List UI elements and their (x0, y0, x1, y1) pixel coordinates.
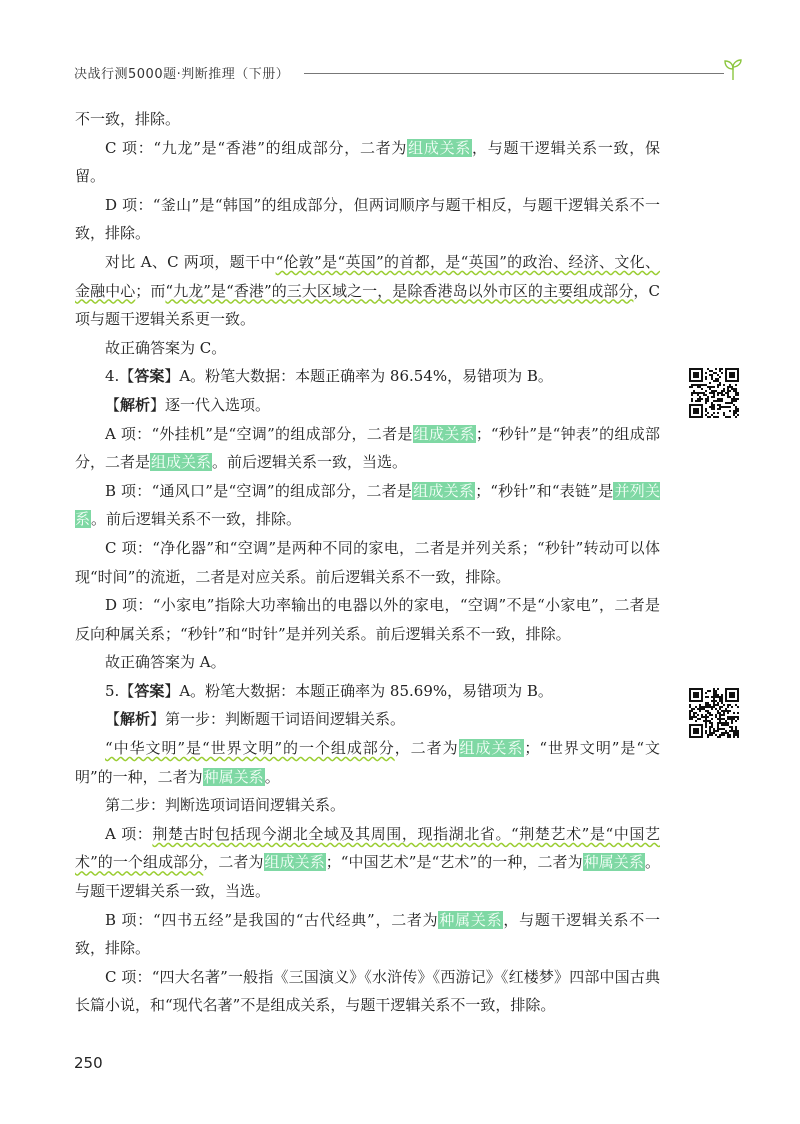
page-number: 250 (74, 1054, 103, 1072)
paragraph (75, 963, 660, 1020)
text-run: 。前后逻辑关系不一致，排除。 (91, 510, 302, 529)
paragraph (75, 134, 660, 191)
text-run: ；“中国艺术”是“艺术”的一种，二者为 (325, 853, 583, 872)
highlighted-term: 并列关系 (75, 481, 660, 529)
leaf-sprout-icon (722, 58, 744, 82)
text-run: 【 (105, 710, 121, 729)
paragraph (75, 791, 660, 820)
wavy-underlined-text: “伦敦”是“英国”的首都，是“英国”的政治、经济、文化、金融中心 (75, 252, 660, 300)
paragraph (75, 477, 660, 534)
text-run: C 项：“四大名著”一般指《三国演义》《水浒传》《西游记》《红楼梦》四部中国古典长篇小说，和“现代名著”不是组成关系，与题干逻辑关系不一致，排除。 (75, 967, 660, 1015)
highlighted-term: 种属关系 (583, 853, 644, 872)
paragraph (75, 591, 660, 648)
highlighted-term: 组成关系 (151, 453, 212, 472)
text-run: B 项：“通风口”是“空调”的组成部分，二者是 (105, 481, 413, 500)
text-run: D 项：“釜山”是“韩国”的组成部分，但两词顺序与题干相反，与题干逻辑关系不一致，排除。 (75, 195, 660, 243)
highlighted-term: 组成关系 (408, 138, 472, 157)
text-run: 不一致，排除。 (75, 110, 181, 128)
highlighted-term: 组成关系 (459, 739, 524, 758)
paragraph (75, 734, 660, 791)
text-run: A 项：“外挂机”是“空调”的组成部分，二者是 (105, 424, 413, 443)
bold-label: 答案 (134, 681, 165, 700)
bold-label: 答案 (134, 367, 165, 386)
page-header (74, 58, 744, 88)
text-run: ，与题干逻辑关系一致，保留。 (75, 138, 660, 186)
highlighted-term: 组成关系 (413, 424, 475, 443)
header-rule (304, 73, 724, 74)
text-run: ；“世界文明”是“文明”的一种，二者为 (75, 739, 660, 786)
text-run: 。前后逻辑关系一致，当选。 (212, 453, 408, 472)
text-run: 【 (105, 395, 121, 414)
bold-label: 解析 (120, 395, 151, 414)
text-run: ，C 项与题干逻辑关系更一致。 (75, 281, 660, 329)
answer-explanation-text (75, 105, 660, 1020)
highlighted-term: 组成关系 (264, 853, 325, 872)
text-run: C 项：“九龙”是“香港”的组成部分，二者为 (105, 138, 408, 157)
text-run: A 项： (105, 824, 153, 843)
text-run: 】A。粉笔大数据：本题正确率为 85.69%，易错项为 B。 (164, 681, 553, 700)
text-run: 5.【 (105, 681, 135, 700)
text-run: 对比 A、C 两项，题干中 (105, 252, 276, 271)
wavy-underlined-text: “九龙”是“香港”的三大区域之一，是除香港岛以外市区的主要组成部分 (165, 281, 634, 300)
qr-code-icon[interactable] (689, 368, 739, 418)
paragraph (75, 534, 660, 591)
paragraph (75, 391, 660, 420)
wavy-underlined-text: 荆楚古时包括现今湖北全域及其周围，现指湖北省。“荆楚艺术”是“中国艺术”的一个组成部分 (75, 824, 660, 872)
text-run: ；而 (135, 281, 166, 300)
paragraph (75, 105, 660, 134)
book-title: 决战行测5000题·判断推理（下册） (74, 67, 290, 82)
text-run: ；“秒针”和“表链”是 (475, 481, 614, 500)
text-run: 故正确答案为 A。 (105, 653, 226, 672)
wavy-underlined-text: “中华文明”是“世界文明”的一个组成部分 (105, 739, 395, 758)
text-run: 。 (264, 767, 280, 786)
text-run: 】逐一代入选项。 (150, 395, 271, 414)
paragraph (75, 420, 660, 477)
paragraph (75, 191, 660, 248)
highlighted-term: 种属关系 (439, 910, 503, 929)
paragraph (75, 362, 660, 391)
text-run: 第二步：判断选项词语间逻辑关系。 (105, 796, 346, 815)
paragraph (75, 820, 660, 906)
text-run: 】第一步：判断题干词语间逻辑关系。 (150, 710, 406, 729)
paragraph (75, 677, 660, 706)
text-run: ，二者为 (394, 739, 459, 758)
text-run: B 项：“四书五经”是我国的“古代经典”，二者为 (105, 910, 439, 929)
text-run: 4.【 (105, 367, 135, 386)
paragraph (75, 248, 660, 334)
text-run: D 项：“小家电”指除大功率输出的电器以外的家电，“空调”不是“小家电”，二者是反向种属关系；“秒针”和“时针”是并列关系。前后逻辑关系不一致，排除。 (75, 596, 660, 643)
text-run: ；“秒针”是“钟表”的组成部分，二者是 (75, 424, 660, 472)
qr-code-icon[interactable] (689, 688, 739, 738)
bold-label: 解析 (120, 710, 151, 729)
highlighted-term: 种属关系 (203, 767, 264, 786)
text-run: 】A。粉笔大数据：本题正确率为 86.54%，易错项为 B。 (164, 367, 553, 386)
paragraph (75, 906, 660, 963)
text-run: ，与题干逻辑关系不一致，排除。 (75, 910, 660, 958)
text-run: 。与题干逻辑关系一致，当选。 (75, 853, 660, 901)
paragraph (75, 648, 660, 677)
paragraph (75, 705, 660, 734)
highlighted-term: 组成关系 (413, 481, 475, 500)
text-run: ，二者为 (203, 853, 264, 872)
paragraph (75, 334, 660, 363)
text-run: 故正确答案为 C。 (105, 338, 227, 357)
text-run: C 项：“净化器”和“空调”是两种不同的家电，二者是并列关系；“秒针”转动可以体现“时间”的流逝，二者是对应关系。前后逻辑关系不一致，排除。 (75, 538, 660, 586)
